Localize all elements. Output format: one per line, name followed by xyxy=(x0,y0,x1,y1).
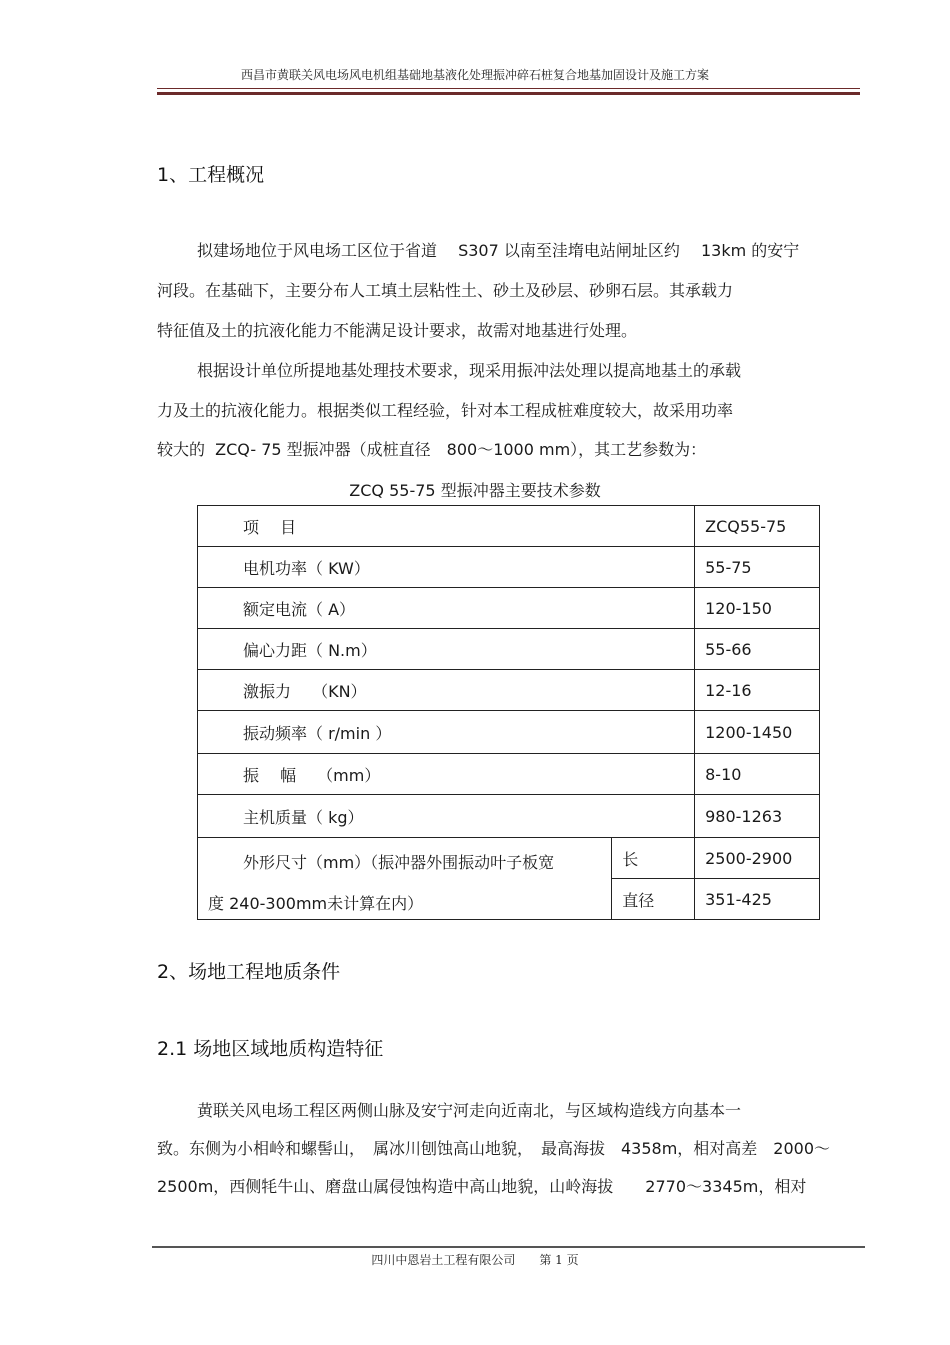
param-value: 55-66 xyxy=(695,629,820,670)
dimension-name-line2: 度 240-300mm未计算在内） xyxy=(208,894,424,913)
section-2-1-heading: 2.1 场地区域地质构造特征 xyxy=(157,1038,384,1060)
param-name: 主机质量（ kg） xyxy=(198,795,695,838)
table-row xyxy=(198,795,820,838)
paragraph-line: 致。东侧为小相岭和螺髻山， 属冰川刨蚀高山地貌， 最高海拔 4358m，相对高差 2000～ xyxy=(157,1139,831,1158)
dimension-diameter-value: 351-425 xyxy=(695,879,820,920)
table-row xyxy=(198,754,820,795)
table-row xyxy=(198,547,820,588)
dimension-diameter-label: 直径 xyxy=(612,879,695,920)
paragraph-line: 特征值及土的抗液化能力不能满足设计要求，故需对地基进行处理。 xyxy=(157,321,638,340)
param-name: 电机功率（ KW） xyxy=(198,547,695,588)
dimension-name-line1: 外形尺寸（mm）（振冲器外围振动叶子板宽 xyxy=(243,853,555,872)
header-divider xyxy=(157,88,860,89)
dimension-name-cell xyxy=(198,838,612,920)
paragraph-line: 力及土的抗液化能力。根据类似工程经验，针对本工程成桩难度较大，故采用功率 xyxy=(157,401,734,420)
table-header-row xyxy=(198,506,820,547)
param-name: 偏心力距（ N.m） xyxy=(198,629,695,670)
page-header-title: 西昌市黄联关风电场风电机组基础地基液化处理振冲碎石桩复合地基加固设计及施工方案 xyxy=(240,68,709,82)
param-name: 振动频率（ r/min ） xyxy=(198,711,695,754)
header-divider-thick xyxy=(157,92,860,95)
paragraph-line: 河段。在基础下，主要分布人工填土层粘性土、砂土及砂层、砂卵石层。其承载力 xyxy=(157,281,734,300)
param-name: 激振力 （KN） xyxy=(198,670,695,711)
param-name: 额定电流（ A） xyxy=(198,588,695,629)
paragraph-line: 拟建场地位于风电场工区位于省道 S307 以南至洼堶电站闸址区约 13km 的安宁 xyxy=(197,241,800,260)
section-1-heading: 1、工程概况 xyxy=(157,164,265,186)
table-header-item: 项 目 xyxy=(198,506,695,547)
table-row xyxy=(198,588,820,629)
paragraph-line: 2500m，西侧牦牛山、磨盘山属侵蚀构造中高山地貌，山岭海拔 2770～3345m，相对 xyxy=(157,1177,807,1196)
param-value: 55-75 xyxy=(695,547,820,588)
param-value: 8-10 xyxy=(695,754,820,795)
paragraph-line: 较大的 ZCQ- 75 型振冲器（成桩直径 800～1000 mm），其工艺参数为： xyxy=(157,440,707,459)
table-header-value: ZCQ55-75 xyxy=(695,506,820,547)
param-name: 振 幅 （mm） xyxy=(198,754,695,795)
section-2-heading: 2、场地工程地质条件 xyxy=(157,961,341,983)
footer-divider xyxy=(152,1246,865,1248)
dimension-length-value: 2500-2900 xyxy=(695,838,820,879)
paragraph-line: 根据设计单位所提地基处理技术要求，现采用振冲法处理以提高地基土的承载 xyxy=(197,361,742,380)
dimension-length-label: 长 xyxy=(612,838,695,879)
param-value: 12-16 xyxy=(695,670,820,711)
paragraph-line: 黄联关风电场工程区两侧山脉及安宁河走向近南北，与区域构造线方向基本一 xyxy=(197,1101,742,1120)
param-value: 1200-1450 xyxy=(695,711,820,754)
table-row-dimension xyxy=(198,838,820,879)
table-row xyxy=(198,711,820,754)
parameters-table xyxy=(197,505,820,920)
table-row xyxy=(198,670,820,711)
page-footer: 四川中恩岩土工程有限公司 第 1 页 xyxy=(371,1253,579,1267)
param-value: 980-1263 xyxy=(695,795,820,838)
param-value: 120-150 xyxy=(695,588,820,629)
table-row xyxy=(198,629,820,670)
table-caption: ZCQ 55-75 型振冲器主要技术参数 xyxy=(349,481,601,500)
